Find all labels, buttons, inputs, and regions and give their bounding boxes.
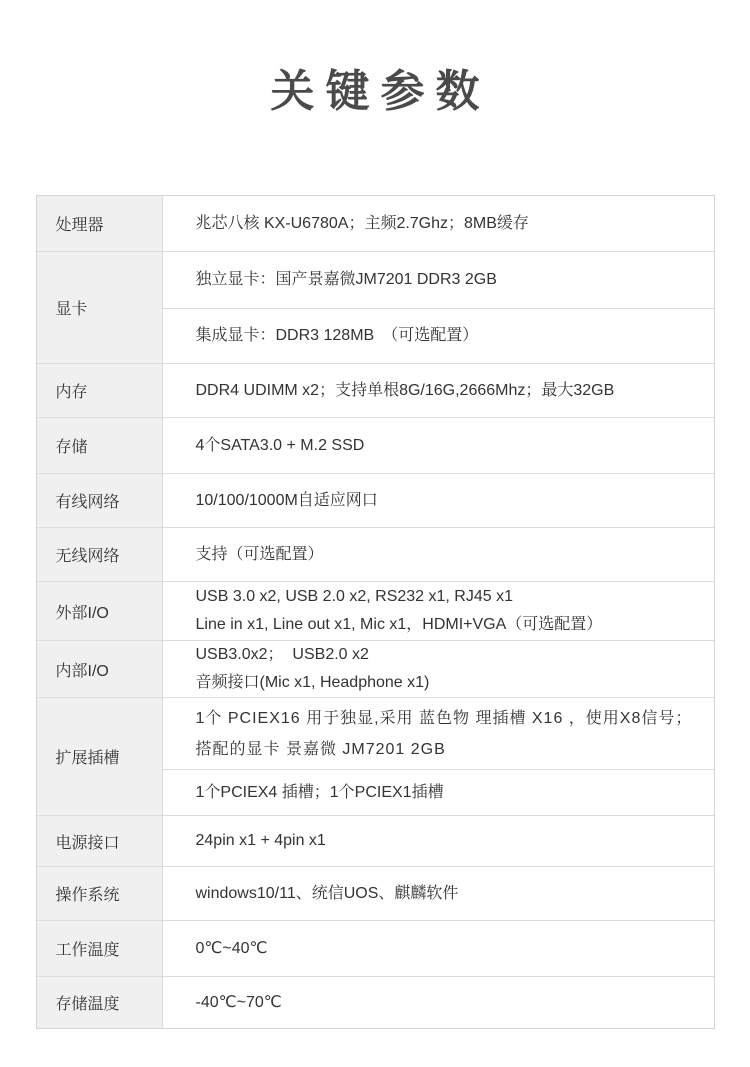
page-title: 关键参数	[270, 66, 491, 117]
spec-cell-power-connector-0	[163, 816, 714, 866]
spec-cells-wired-network	[163, 474, 714, 527]
spec-cells-internal-io	[163, 641, 714, 697]
spec-row-graphics	[37, 251, 714, 363]
spec-cell-graphics-1	[163, 308, 714, 363]
spec-line-storage-temperature-0-0: -40℃~70℃	[195, 993, 282, 1011]
spec-cells-storage-temperature	[163, 977, 714, 1028]
spec-label-wired-network: 有线网络	[37, 474, 163, 527]
spec-row-operating-system	[37, 866, 714, 920]
spec-cells-graphics	[163, 252, 714, 363]
spec-cell-storage-temperature-0	[163, 977, 714, 1028]
spec-cells-processor	[163, 196, 714, 251]
spec-label-operating-system: 操作系统	[37, 867, 163, 920]
spec-row-wired-network	[37, 473, 714, 527]
spec-label-storage: 存储	[37, 418, 163, 473]
spec-cells-wireless-network	[163, 528, 714, 581]
spec-label-operating-temperature: 工作温度	[37, 921, 163, 976]
spec-line-wired-network-0-0: 10/100/1000M自适应网口	[195, 491, 378, 509]
spec-label-internal-io: 内部I/O	[37, 641, 163, 697]
spec-label-external-io: 外部I/O	[37, 582, 163, 640]
spec-cells-power-connector	[163, 816, 714, 866]
spec-row-internal-io	[37, 640, 714, 697]
spec-cell-wired-network-0	[163, 474, 714, 527]
spec-cell-expansion-slots-1	[163, 769, 714, 815]
spec-label-wireless-network: 无线网络	[37, 528, 163, 581]
spec-label-processor: 处理器	[37, 196, 163, 251]
spec-line-internal-io-0-0: USB3.0x2； USB2.0 x2	[195, 646, 369, 663]
spec-line-processor-0-0: 兆芯八核 KX-U6780A；主频2.7Ghz；8MB缓存	[195, 214, 529, 232]
spec-row-power-connector	[37, 815, 714, 866]
spec-row-storage	[37, 417, 714, 473]
spec-line-memory-0-0: DDR4 UDIMM x2；支持单根8G/16G,2666Mhz；最大32GB	[195, 381, 615, 399]
spec-line-expansion-slots-0-1: 搭配的显卡 景嘉微 JM7201 2GB	[195, 740, 446, 758]
spec-line-graphics-1-0: 集成显卡：DDR3 128MB （可选配置）	[195, 327, 479, 344]
spec-row-processor	[37, 196, 714, 251]
spec-line-graphics-0-0: 独立显卡：国产景嘉微JM7201 DDR3 2GB	[195, 271, 497, 288]
spec-line-storage-0-0: 4个SATA3.0 + M.2 SSD	[195, 436, 365, 454]
spec-line-external-io-0-0: USB 3.0 x2, USB 2.0 x2, RS232 x1, RJ45 x1	[195, 588, 513, 605]
spec-cells-expansion-slots	[163, 698, 714, 815]
spec-label-storage-temperature: 存储温度	[37, 977, 163, 1028]
spec-line-operating-system-0-0: windows10/11、统信UOS、麒麟软件	[195, 884, 459, 902]
spec-cells-memory	[163, 364, 714, 417]
spec-line-power-connector-0-0: 24pin x1 + 4pin x1	[195, 832, 326, 849]
spec-row-storage-temperature	[37, 976, 714, 1028]
spec-cell-external-io-0	[163, 582, 714, 640]
spec-cells-operating-temperature	[163, 921, 714, 976]
spec-cell-wireless-network-0	[163, 528, 714, 581]
spec-table	[36, 195, 715, 1029]
spec-label-expansion-slots: 扩展插槽	[37, 698, 163, 815]
spec-cell-operating-system-0	[163, 867, 714, 920]
spec-cell-expansion-slots-0	[163, 698, 714, 769]
spec-label-graphics: 显卡	[37, 252, 163, 363]
spec-cell-memory-0	[163, 364, 714, 417]
spec-row-memory	[37, 363, 714, 417]
spec-cell-internal-io-0	[163, 641, 714, 697]
spec-line-expansion-slots-0-0: 1个 PCIEX16 用于独显,采用 蓝色物 理插槽 X16 ，使用X8信号；	[195, 709, 693, 727]
spec-cell-processor-0	[163, 196, 714, 251]
spec-cells-external-io	[163, 582, 714, 640]
spec-line-external-io-0-1: Line in x1, Line out x1, Mic x1，HDMI+VGA（可选配置）	[195, 616, 603, 633]
spec-line-expansion-slots-1-0: 1个PCIEX4 插槽；1个PCIEX1插槽	[195, 783, 444, 801]
spec-row-expansion-slots	[37, 697, 714, 815]
spec-row-external-io	[37, 581, 714, 640]
spec-label-power-connector: 电源接口	[37, 816, 163, 866]
spec-line-operating-temperature-0-0: 0℃~40℃	[195, 939, 268, 957]
spec-cell-graphics-0	[163, 252, 714, 308]
spec-label-memory: 内存	[37, 364, 163, 417]
spec-cells-storage	[163, 418, 714, 473]
spec-line-internal-io-0-1: 音频接口(Mic x1, Headphone x1)	[195, 674, 430, 691]
spec-row-operating-temperature	[37, 920, 714, 976]
spec-cell-storage-0	[163, 418, 714, 473]
spec-cell-operating-temperature-0	[163, 921, 714, 976]
spec-cells-operating-system	[163, 867, 714, 920]
spec-row-wireless-network	[37, 527, 714, 581]
spec-line-wireless-network-0-0: 支持（可选配置）	[195, 545, 324, 563]
